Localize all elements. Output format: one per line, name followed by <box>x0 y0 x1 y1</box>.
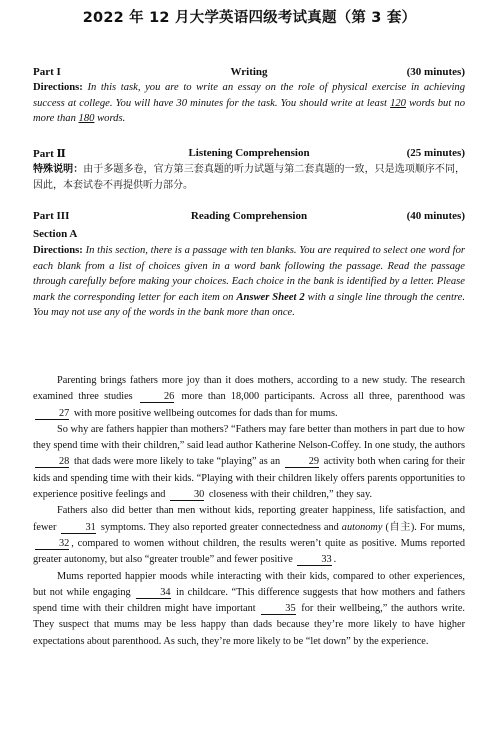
passage-text-autonomy: autonomy <box>341 521 383 533</box>
part1-directions-text-a: In this task, you are to write an essay on the role of physical exercise in achieving success at college. You will have 30 minutes for the task. You should write at least <box>33 82 465 109</box>
blank-26: 26 <box>140 391 174 403</box>
passage-text: for their wellbeing,” the authors write. They suspect that mums may be less happy than dads because they’re more likely to have higher expectations about parenthood. As such, they’re more likely to be “let down” by the experience. <box>33 603 466 647</box>
max-words: 180 <box>78 113 95 125</box>
part3-label: Part III <box>33 210 70 222</box>
blank-29: 29 <box>285 456 319 468</box>
passage-paragraph-3 <box>33 503 465 568</box>
passage-text: Fathers also did better than men without kids, reporting greater happiness, life satisfaction, and fewer <box>33 505 465 533</box>
blank-34: 34 <box>136 587 170 599</box>
blank-30: 30 <box>170 489 204 501</box>
part1-label: Part I <box>33 66 61 78</box>
part3-directions-label: Directions: <box>33 245 83 256</box>
passage-text: in childcare. “This difference suggests that how mothers and fathers spend time with their children might have important <box>33 586 465 615</box>
passage-text: closeness with their children,” they say. <box>208 489 373 501</box>
part2-label: Part Ⅱ <box>33 148 66 160</box>
part2-name: Listening Comprehension <box>188 147 310 159</box>
part1-name: Writing <box>230 66 268 78</box>
passage-text: Mums reported happier moods while interacting with their kids, compared to other experiences, but not while engaging <box>33 570 465 598</box>
passage-text: (自主). For mums, <box>385 521 466 533</box>
blank-31: 31 <box>61 522 95 534</box>
part2-time: (25 minutes) <box>406 147 465 159</box>
part1-directions-text-c: words. <box>97 113 126 125</box>
passage-text: that dads were more likely to take “playing” as an <box>73 456 281 468</box>
part1-directions <box>33 80 465 127</box>
passage-text: symptoms. They also reported greater connectedness and <box>100 521 339 533</box>
passage-text: . <box>333 554 337 566</box>
passage-text: , compared to women without children, the results weren’t quite as positive. Mums reported greater autonomy, but also “greater trouble” and fewer positive <box>33 537 465 566</box>
blank-35: 35 <box>261 603 295 615</box>
part2-note <box>33 162 465 194</box>
part3-directions-text-a: In this section, there is a passage with ten blanks. You are required to select one word for each blank from a list of choices given in a word bank following the passage. Read the passage through carefully before making your choices. Each choice in the bank is identified by a letter. Please mark the corresponding letter for each item on <box>33 245 465 303</box>
blank-32: 32 <box>35 538 69 550</box>
answer-sheet-ref: Answer Sheet 2 <box>236 291 305 303</box>
part1-header <box>33 66 465 80</box>
part2-note-text: 由于多题多卷，官方第三套真题的听力试题与第二套真题的一致，只是选项顺序不同，因此，本套试卷不再提供听力部分。 <box>33 164 466 191</box>
min-words: 120 <box>390 97 406 109</box>
part2-note-label: 特殊说明： <box>33 164 84 175</box>
part3-directions <box>33 243 465 321</box>
passage-text: more than 18,000 participants. Across all three, parenthood was <box>181 391 466 403</box>
passage <box>33 373 465 650</box>
part1-directions-label: Directions: <box>33 82 83 93</box>
passage-paragraph-4 <box>33 569 465 650</box>
part3-time: (40 minutes) <box>406 210 465 222</box>
blank-33: 33 <box>297 554 331 566</box>
section-a-label: Section A <box>33 228 78 240</box>
passage-paragraph-2 <box>33 422 465 503</box>
part3-name: Reading Comprehension <box>190 210 308 222</box>
blank-27: 27 <box>35 408 69 420</box>
part1-directions-text-b: words but no more than <box>33 97 465 125</box>
passage-text: with more positive wellbeing outcomes for dads than for mums. <box>73 407 338 419</box>
passage-text: Parenting brings fathers more joy than it does mothers, according to a new study. The research examined three studies <box>33 375 465 403</box>
page-title: 2022 年 12 月大学英语四级考试真题（第 3 套） <box>82 10 417 26</box>
passage-text: activity both when caring for their kids and spending time with their kids. “Playing with their children likely offers parents opportunities to experience positive feelings and <box>33 456 465 501</box>
part3-directions-text-b: with a single line through the centre. You may not use any of the words in the bank more than once. <box>33 291 465 319</box>
blank-28: 28 <box>35 456 69 468</box>
part3-header <box>33 210 465 224</box>
part2-header <box>33 147 465 161</box>
part1-time: (30 minutes) <box>406 66 465 78</box>
passage-paragraph-1 <box>33 373 465 422</box>
passage-text: So why are fathers happier than mothers? “Fathers may fare better than mothers in part due to how they spend time with their children,” said lead author Katherine Nelson-Coffey. In one study, the authors <box>33 423 465 452</box>
